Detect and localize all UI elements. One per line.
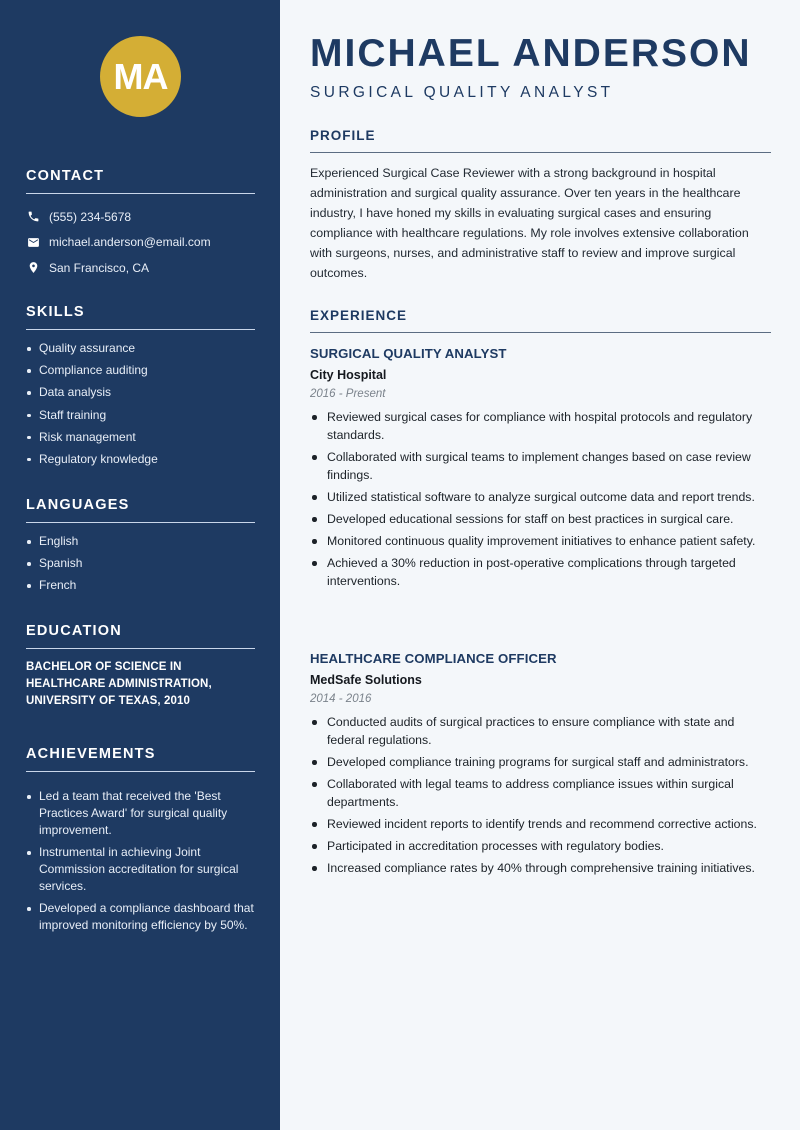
phone-text[interactable]: (555) 234-5678	[49, 209, 132, 224]
location-pin-icon	[26, 261, 40, 275]
profile-summary: Experienced Surgical Case Reviewer with a strong background in hospital administration and surgical quality assurance. Over ten years in the healthcare industry, I have honed my skills in evaluating surgical cases and ensuring compliance with healthcare regulations. My role involves extensive collaboration with surgeons, nurses, and administrative staff to review and improve surgical outcomes.	[310, 166, 749, 280]
location-text: San Francisco, CA	[49, 260, 150, 275]
experience-section	[310, 308, 771, 333]
contact-location	[26, 255, 255, 281]
job-bullet: Monitored continuous quality improvement initiatives to enhance patient safety.	[310, 532, 771, 550]
job-role: HEALTHCARE COMPLIANCE OFFICER	[310, 651, 557, 666]
education-section	[26, 623, 255, 710]
achievements-section	[26, 746, 255, 940]
experience-heading: EXPERIENCE	[310, 308, 771, 333]
education-heading: EDUCATION	[26, 623, 255, 649]
languages-section	[26, 497, 255, 600]
skills-section	[26, 304, 255, 473]
job-bullet: Participated in accreditation processes with regulatory bodies.	[310, 837, 771, 855]
job-company: City Hospital	[310, 368, 387, 382]
achievements-list	[26, 788, 255, 934]
skills-heading: SKILLS	[26, 304, 255, 330]
languages-list	[26, 533, 255, 594]
profile-section	[310, 128, 771, 283]
contact-phone	[26, 204, 255, 230]
job-bullets	[310, 713, 771, 877]
contact-heading: CONTACT	[26, 168, 255, 194]
job-company: MedSafe Solutions	[310, 673, 422, 687]
job-bullet: Utilized statistical software to analyze surgical outcome data and report trends.	[310, 488, 771, 506]
job-bullet: Increased compliance rates by 40% through comprehensive training initiatives.	[310, 859, 771, 877]
job-entry	[310, 651, 771, 881]
skill-item: Regulatory knowledge	[26, 451, 255, 468]
languages-heading: LANGUAGES	[26, 497, 255, 523]
skills-list	[26, 340, 255, 468]
candidate-name: MICHAEL ANDERSON	[310, 32, 752, 75]
candidate-title: SURGICAL QUALITY ANALYST	[310, 84, 614, 101]
achievements-heading: ACHIEVEMENTS	[26, 746, 255, 772]
job-bullet: Reviewed surgical cases for compliance with hospital protocols and regulatory standards.	[310, 408, 771, 444]
job-bullet: Developed compliance training programs for surgical staff and administrators.	[310, 753, 771, 771]
skill-item: Quality assurance	[26, 340, 255, 357]
contact-list	[26, 204, 255, 281]
skill-item: Compliance auditing	[26, 362, 255, 379]
achievement-item: Instrumental in achieving Joint Commission accreditation for surgical services.	[26, 844, 255, 895]
job-bullet: Reviewed incident reports to identify trends and recommend corrective actions.	[310, 815, 771, 833]
profile-heading: PROFILE	[310, 128, 771, 153]
job-bullet: Collaborated with surgical teams to implement changes based on case review findings.	[310, 448, 771, 484]
contact-email	[26, 230, 255, 256]
job-dates: 2016 - Present	[310, 388, 386, 400]
job-bullet: Conducted audits of surgical practices to ensure compliance with state and federal regulations.	[310, 713, 771, 749]
avatar	[100, 36, 181, 117]
education-entry: BACHELOR OF SCIENCE IN HEALTHCARE ADMINISTRATION, UNIVERSITY OF TEXAS, 2010	[26, 661, 212, 707]
email-text[interactable]: michael.anderson@email.com	[49, 235, 211, 250]
skill-item: Data analysis	[26, 384, 255, 401]
job-dates: 2014 - 2016	[310, 693, 372, 705]
language-item: French	[26, 577, 255, 594]
achievement-item: Led a team that received the 'Best Practices Award' for surgical quality improvement.	[26, 788, 255, 839]
language-item: Spanish	[26, 555, 255, 572]
job-entry	[310, 346, 771, 594]
skill-item: Risk management	[26, 429, 255, 446]
job-bullet: Developed educational sessions for staff on best practices in surgical care.	[310, 510, 771, 528]
email-icon	[26, 235, 40, 249]
phone-icon	[26, 210, 40, 224]
achievement-item: Developed a compliance dashboard that improved monitoring efficiency by 50%.	[26, 900, 255, 934]
job-bullet: Achieved a 30% reduction in post-operative complications through targeted interventions.	[310, 554, 771, 590]
language-item: English	[26, 533, 255, 550]
avatar-initials: MA	[113, 55, 168, 97]
job-role: SURGICAL QUALITY ANALYST	[310, 346, 507, 361]
job-bullet: Collaborated with legal teams to address compliance issues within surgical departments.	[310, 775, 771, 811]
contact-section	[26, 168, 255, 281]
sidebar	[0, 0, 280, 1130]
job-bullets	[310, 408, 771, 590]
skill-item: Staff training	[26, 407, 255, 424]
